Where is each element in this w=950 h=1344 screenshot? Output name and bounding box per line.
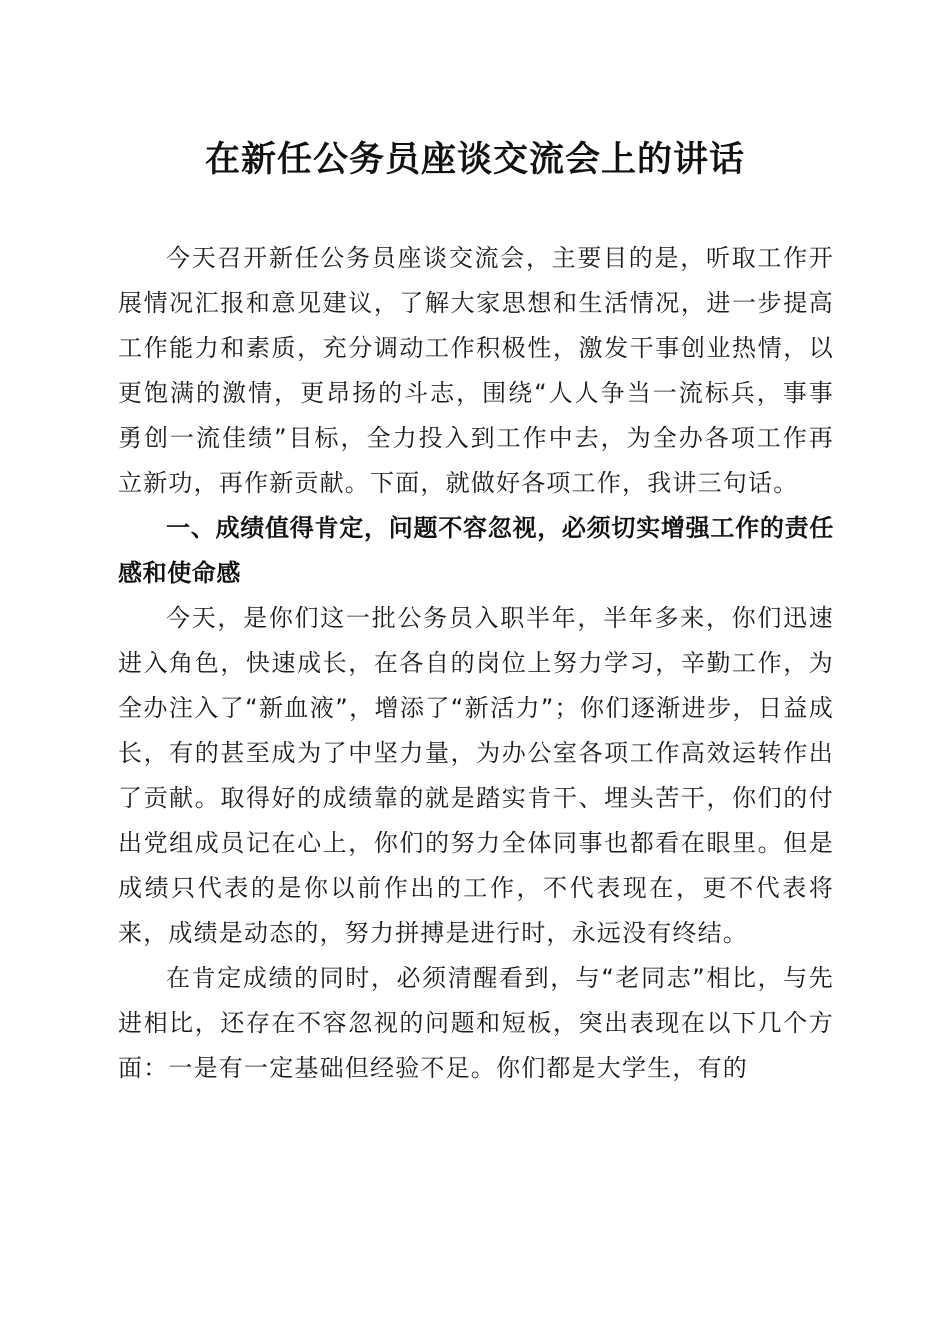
paragraph-achievements: 今天，是你们这一批公务员入职半年，半年多来，你们迅速进入角色，快速成长，在各自的岗位上努力学习，辛勤工作，为全办注入了“新血液”，增添了“新活力”；你们逐渐进步，日益成长，有的甚至成为了中坚力量，为办公室各项工作高效运转作出了贡献。取得好的成绩靠的就是踏实肯干、埋头苦干，你们的付出党组成员记在心上，你们的努力全体同事也都看在眼里。但是成绩只代表的是你以前作出的工作，不代表现在，更不代表将来，成绩是动态的，努力拼搏是进行时，永远没有终结。 [118, 604, 834, 947]
document-title: 在新任公务员座谈交流会上的讲话 [204, 139, 745, 180]
paragraph-intro: 今天召开新任公务员座谈交流会，主要目的是，听取工作开展情况汇报和意见建议，了解大家思想和生活情况，进一步提高工作能力和素质，充分调动工作积极性，激发干事创业热情，以更饱满的激情，更昂扬的斗志，围绕“人人争当一流标兵，事事勇创一流佳绩”目标，全力投入到工作中去，为全办各项工作再立新功，再作新贡献。下面，就做好各项工作，我讲三句话。 [118, 244, 834, 497]
section-heading-1: 一、成绩值得肯定，问题不容忽视，必须切实增强工作的责任感和使命感 [118, 514, 834, 587]
paragraph-problems: 在肯定成绩的同时，必须清醒看到，与“老同志”相比，与先进相比，还存在不容忽视的问题和短板，突出表现在以下几个方面：一是有一定基础但经验不足。你们都是大学生，有的 [118, 964, 834, 1082]
document-body [118, 236, 834, 1091]
